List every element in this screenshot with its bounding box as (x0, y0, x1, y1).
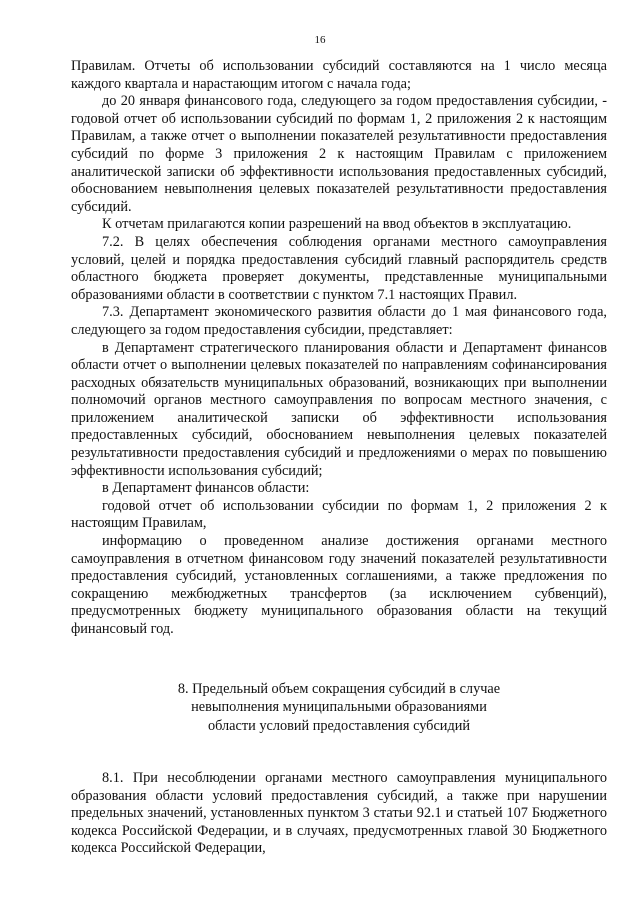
paragraph-annual-report-deadline: до 20 января финансового года, следующего за годом предоставления субсидии, - годовой отчет об использовании субсидий по формам 1, 2 приложения 2 к настоящим Правилам, а также отчет о выполнении показателей результативности предоставления субсидий по форме 3 приложения 2 к настоящим Правилам с приложением аналитической записки об эффективности использования предоставленных субсидий, обоснованием невыполнения целевых показателей результативности предоставления субсидий. (71, 93, 607, 215)
paragraph-finance-department: в Департамент финансов области: (102, 480, 310, 497)
section-heading (71, 680, 607, 736)
paragraph-annual-report: годовой отчет об использовании субсидии по формам 1, 2 приложения 2 к настоящим Правилам, (71, 497, 607, 532)
paragraph-clause-8-1: 8.1. При несоблюдении органами местного самоуправления муниципального образования области условий предоставления субсидий, а также при нарушении предельных значений, установленных пунктом 3 статьи 92.1 и статьей 107 Бюджетного кодекса Российской Федерации, и в случаях, предусмотренных главой 30 Бюджетного кодекса Российской Федерации, (71, 770, 607, 857)
paragraph-attachments: К отчетам прилагаются копии разрешений на ввод объектов в эксплуатацию. (102, 216, 572, 233)
paragraph-strategic-planning-report: в Департамент стратегического планирования области и Департамент финансов области отчет о выполнении целевых показателей по направлениям софинансирования расходных обязательств муниципальных образований, возникающих при выполнении полномочий органов местного самоуправления по вопросам местного значения, с приложением аналитической записки об эффективности использования предоставленных субсидий, обоснованием невыполнения целевых показателей результативности предоставления субсидий и предложениями о мерах по повышению эффективности использования субсидий; (71, 339, 607, 479)
section-heading-line: невыполнения муниципальными образованиями (191, 699, 487, 716)
paragraph-clause-7-3: 7.3. Департамент экономического развития области до 1 мая финансового года, следующего за годом предоставления субсидии, представляет: (71, 304, 607, 338)
paragraph-clause-7-2: 7.2. В целях обеспечения соблюдения органами местного самоуправления условий, целей и порядка предоставления субсидий главный распорядитель средств областного бюджета проверяет документы, представленные муниципальными образованиями области в соответствии с пунктом 7.1 настоящих Правил. (71, 233, 607, 303)
page-number: 16 (314, 34, 326, 46)
section-heading-line: области условий предоставления субсидий (207, 717, 471, 734)
paragraph-continuation: Правилам. Отчеты об использовании субсидий составляются на 1 число месяца каждого квартала и нарастающим итогом с начала года; (71, 58, 607, 92)
paragraph-analysis-info: информацию о проведенном анализе достижения органами местного самоуправления в отчетном финансовом году значений показателей результативности предоставления субсидий, установленных соглашениями, а также предложения по сокращению межбюджетных трансфертов (за исключением субвенций), предусмотренных бюджету муниципального образования области на текущий финансовый год. (71, 533, 607, 637)
document-body (71, 58, 607, 858)
section-heading-line: 8. Предельный объем сокращения субсидий в случае (177, 680, 501, 697)
